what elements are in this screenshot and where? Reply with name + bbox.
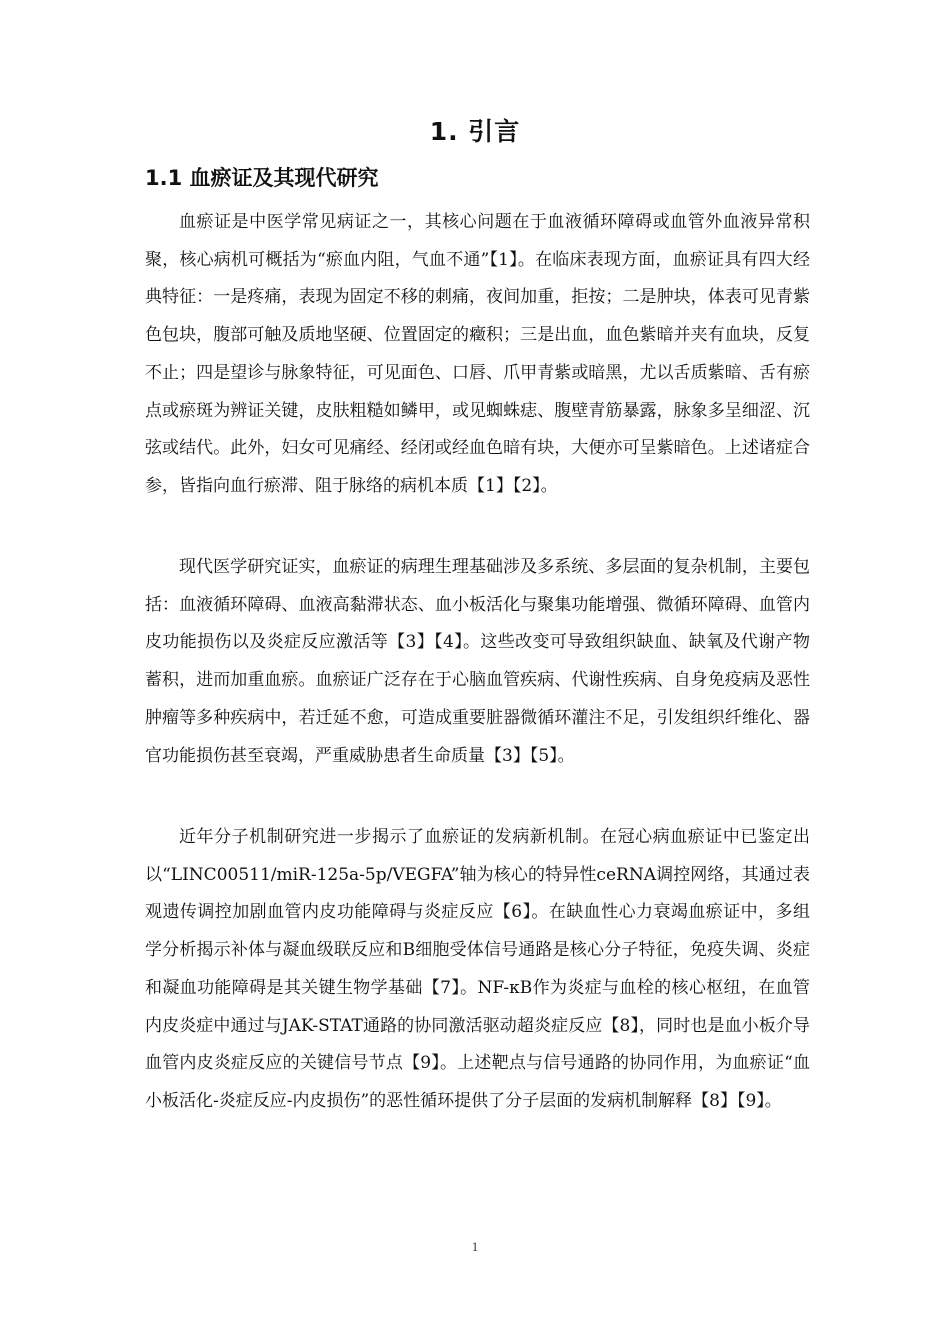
section-title: 1.1 血瘀证及其现代研究: [145, 166, 379, 190]
body-paragraph-1: 血瘀证是中医学常见病证之一，其核心问题在于血液循环障碍或血管外血液异常积聚，核心病机可概括为“瘀血内阻，气血不通”【1】。在临床表现方面，血瘀证具有四大经典特征：一是疼痛，表现为固定不移的刺痛，夜间加重，拒按；二是肿块，体表可见青紫色包块，腹部可触及质地坚硬、位置固定的癥积；三是出血，血色紫暗并夹有血块，反复不止；四是望诊与脉象特征，可见面色、口唇、爪甲青紫或暗黑，尤以舌质紫暗、舌有瘀点或瘀斑为辨证关键，皮肤粗糙如鳞甲，或见蜘蛛痣、腹壁青筋暴露，脉象多呈细涩、沉弦或结代。此外，妇女可见痛经、经闭或经血色暗有块，大便亦可呈紫暗色。上述诸症合参，皆指向血行瘀滞、阻于脉络的病机本质【1】【2】。: [145, 212, 810, 496]
page-number: 1: [471, 1239, 479, 1254]
body-paragraph-2: 现代医学研究证实，血瘀证的病理生理基础涉及多系统、多层面的复杂机制，主要包括：血液循环障碍、血液高黏滞状态、血小板活化与聚集功能增强、微循环障碍、血管内皮功能损伤以及炎症反应激活等【3】【4】。这些改变可导致组织缺血、缺氧及代谢产物蓄积，进而加重血瘀。血瘀证广泛存在于心脑血管疾病、代谢性疾病、自身免疫病及恶性肿瘤等多种疾病中，若迁延不愈，可造成重要脏器微循环灌注不足，引发组织纤维化、器官功能损伤甚至衰竭，严重威胁患者生命质量【3】【5】。: [145, 557, 810, 766]
body-paragraph-3: 近年分子机制研究进一步揭示了血瘀证的发病新机制。在冠心病血瘀证中已鉴定出以“LINC00511/miR-125a-5p/VEGFA”轴为核心的特异性ceRNA调控网络，其通过表观遗传调控加剧血管内皮功能障碍与炎症反应【6】。在缺血性心力衰竭血瘀证中，多组学分析揭示补体与凝血级联反应和B细胞受体信号通路是核心分子特征，免疫失调、炎症和凝血功能障碍是其关键生物学基础【7】。NF-κB作为炎症与血栓的核心枢纽，在血管内皮炎症中通过与JAK-STAT通路的协同激活驱动超炎症反应【8】，同时也是血小板介导血管内皮炎症反应的关键信号节点【9】。上述靶点与信号通路的协同作用，为血瘀证“血小板活化-炎症反应-内皮损伤”的恶性循环提供了分子层面的发病机制解释【8】【9】。: [145, 827, 810, 1111]
chapter-title: 1. 引言: [429, 117, 521, 146]
